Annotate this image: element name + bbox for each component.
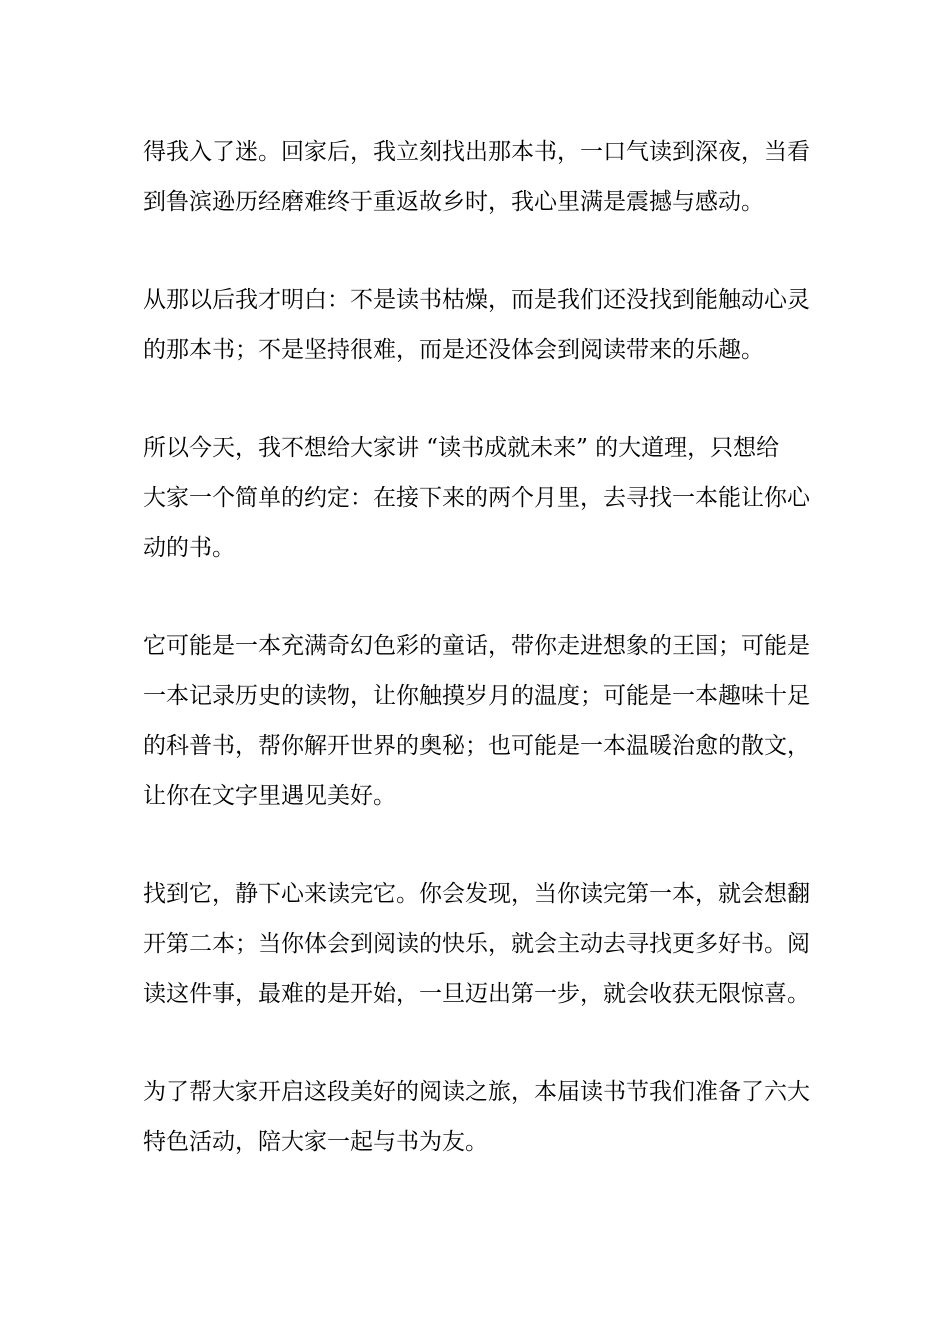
text-line: 一本记录历史的读物，让你触摸岁月的温度；可能是一本趣味十足 — [143, 683, 810, 709]
paragraph — [143, 1067, 813, 1167]
text-line: 为了帮大家开启这段美好的阅读之旅，本届读书节我们准备了六大 — [143, 1079, 810, 1105]
text-line: 得我入了迷。回家后，我立刻找出那本书，一口气读到深夜，当看 — [143, 139, 810, 165]
paragraph — [143, 423, 813, 573]
text-line: 的科普书，帮你解开世界的奥秘；也可能是一本温暖治愈的散文， — [143, 733, 810, 759]
text-line: 从那以后我才明白：不是读书枯燥，而是我们还没找到能触动心灵 — [143, 287, 810, 313]
text-line: 读这件事，最难的是开始，一旦迈出第一步，就会收获无限惊喜。 — [143, 981, 810, 1007]
text-line: 到鲁滨逊历经磨难终于重返故乡时，我心里满是震撼与感动。 — [143, 189, 764, 215]
text-line: 特色活动，陪大家一起与书为友。 — [143, 1129, 488, 1155]
paragraph — [143, 127, 813, 227]
text-line: 开第二本；当你体会到阅读的快乐，就会主动去寻找更多好书。阅 — [143, 931, 810, 957]
paragraph — [143, 621, 813, 821]
text-line: 找到它，静下心来读完它。你会发现，当你读完第一本，就会想翻 — [143, 881, 810, 907]
text-line: 所以今天，我不想给大家讲 “读书成就未来” 的大道理，只想给 — [143, 435, 780, 461]
text-line: 它可能是一本充满奇幻色彩的童话，带你走进想象的王国；可能是 — [143, 633, 810, 659]
text-line: 大家一个简单的约定：在接下来的两个月里，去寻找一本能让你心 — [143, 485, 810, 511]
paragraph — [143, 275, 813, 375]
text-line: 让你在文字里遇见美好。 — [143, 783, 396, 809]
text-line: 动的书。 — [143, 535, 235, 561]
paragraph — [143, 869, 813, 1019]
text-line: 的那本书；不是坚持很难，而是还没体会到阅读带来的乐趣。 — [143, 337, 764, 363]
